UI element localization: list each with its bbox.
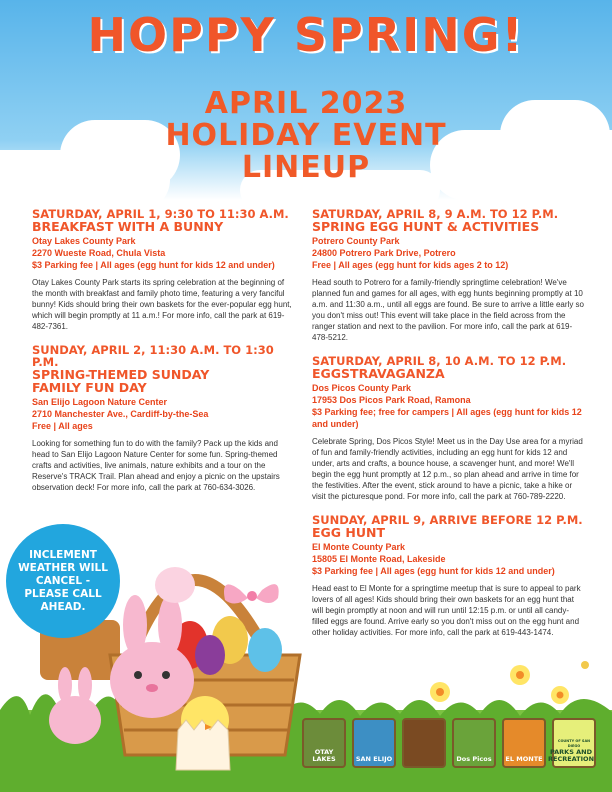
header-line-2: HOLIDAY EVENT — [165, 118, 447, 153]
event-address: 17953 Dos Picos Park Road, Ramona — [312, 395, 471, 405]
event-title: SPRING EGG HUNT & ACTIVITIES — [312, 219, 540, 234]
flowers — [430, 655, 595, 704]
event-address: 2710 Manchester Ave., Cardiff-by-the-Sea — [32, 409, 209, 419]
event-date: SUNDAY, APRIL 9, ARRIVE BEFORE 12 P.M. — [312, 513, 583, 527]
event-breakfast-with-bunny — [32, 208, 294, 332]
event-description: Head east to El Monte for a springtime meetup that is sure to appeal to park lovers of all ages! Kids should bring their own baskets for an egg hunt that will begin promptly at noon and will run until 12:15 p.m. or until all candy-filled eggs are found. Arrive early so you don't miss out on the egg hunt and other holiday activities. For more info, call the park at 619-443-1474. — [312, 584, 581, 637]
event-park: San Elijo Lagoon Nature Center — [32, 397, 168, 407]
bunny-small-left — [49, 696, 101, 744]
event-title: BREAKFAST WITH A BUNNY — [32, 219, 224, 234]
header-line-3: LINEUP — [241, 150, 371, 185]
event-description: Otay Lakes County Park starts its spring celebration at the beginning of the month with breakfast and family photo time, featuring a very fanciful bunny! Kids should bring their own baskets for the ever-popular egg hunt, which will begin promptly at 11 a.m.! For more info, call the park at 619-482-7361. — [32, 278, 292, 331]
hoppy-spring-title: HOPPY SPRING! — [87, 8, 525, 62]
event-title: EGG HUNT — [312, 525, 386, 540]
parks-rec-logo — [548, 718, 596, 768]
event-park: Otay Lakes County Park — [32, 236, 136, 246]
event-address: 15805 El Monte Road, Lakeside — [312, 554, 446, 564]
small-bunny — [155, 567, 195, 603]
park-logos — [302, 710, 602, 770]
egg — [195, 635, 225, 675]
eggshell — [176, 720, 230, 770]
event-fees: $3 Parking fee; free for campers | All ages (egg hunt for kids 12 and under) — [312, 407, 582, 429]
left-column — [32, 208, 294, 505]
event-fees: Free | All ages — [32, 421, 93, 431]
event-date: SATURDAY, APRIL 8, 10 A.M. TO 12 P.M. — [312, 354, 567, 368]
event-family-fun-day — [32, 344, 294, 493]
event-address: 24800 Potrero Park Drive, Potrero — [312, 248, 456, 258]
event-address: 2270 Wueste Road, Chula Vista — [32, 248, 166, 258]
event-park: El Monte County Park — [312, 542, 406, 552]
header-line-1: APRIL 2023 — [204, 86, 408, 121]
event-description: Celebrate Spring, Dos Picos Style! Meet us in the Day Use area for a myriad of fun and family-friendly activities, including an egg hunt for kids 12 and under, arts and crafts, a bounce house, a scavenger hunt, and more! We'll begin the egg hunt promptly at 12 p.m., so plan ahead and arrive in time for the festivities. After the event, stick around to have a picnic, take a hike or visit the picturesque pond. For more info, call the park at 760-789-2220. — [312, 437, 583, 501]
bunny — [110, 642, 194, 718]
event-fees: $3 Parking fee | All ages (egg hunt for kids 12 and under) — [312, 566, 555, 576]
event-description: Looking for something fun to do with the family? Pack up the kids and head to San Elijo Lagoon Nature Center for some fun. Spring-themed crafts and activities, live animals, nature exhibits and a tour on the Reserve's TRACK Trail. Plan ahead and enjoy a picnic on the upstairs observation deck! For more info, call the park at 760-634-3026. — [32, 439, 280, 492]
event-description: Head south to Potrero for a family-friendly springtime celebration! We've planned fun and games for all ages, with egg hunts beginning promptly at 10 a.m. and 11:30 a.m., until all eggs are found. Be sure to arrive a little early so you don't miss out! This event will take place in the field across from the ranger station and next to the pavilion. For more info, call the park at 619-478-5212. — [312, 278, 584, 342]
event-date: SATURDAY, APRIL 8, 9 A.M. TO 12 P.M. — [312, 207, 559, 221]
parks-rec-sublabel: COUNTY OF SAN DIEGO — [557, 739, 591, 748]
event-title: FAMILY FUN DAY — [32, 380, 147, 395]
event-title: EGGSTRAVAGANZA — [312, 366, 445, 381]
otay-lakes-logo: OTAY LAKES — [302, 718, 346, 768]
event-fees: $3 Parking fee | All ages (egg hunt for kids 12 and under) — [32, 260, 275, 270]
event-fees: Free | All ages (egg hunt for kids ages 2 to 12) — [312, 260, 509, 270]
san-elijo-logo: SAN ELIJO — [352, 718, 396, 768]
el-monte-logo: EL MONTE — [502, 718, 546, 768]
event-date: SATURDAY, APRIL 1, 9:30 TO 11:30 A.M. — [32, 207, 289, 221]
weather-notice-badge: INCLEMENT WEATHER WILL CANCEL - PLEASE CALL AHEAD. — [6, 524, 120, 638]
event-park: Potrero County Park — [312, 236, 400, 246]
event-date: SUNDAY, APRIL 2, 11:30 A.M. TO 1:30 P.M. — [32, 343, 274, 369]
egg — [248, 628, 282, 672]
event-spring-egg-hunt — [312, 208, 584, 343]
dos-picos-logo: Dos Picos — [452, 718, 496, 768]
event-park: Dos Picos County Park — [312, 383, 412, 393]
event-title: SPRING-THEMED SUNDAY — [32, 367, 210, 382]
hawk-logo — [402, 718, 446, 768]
parks-rec-label: PARKS AND RECREATION — [548, 748, 595, 763]
